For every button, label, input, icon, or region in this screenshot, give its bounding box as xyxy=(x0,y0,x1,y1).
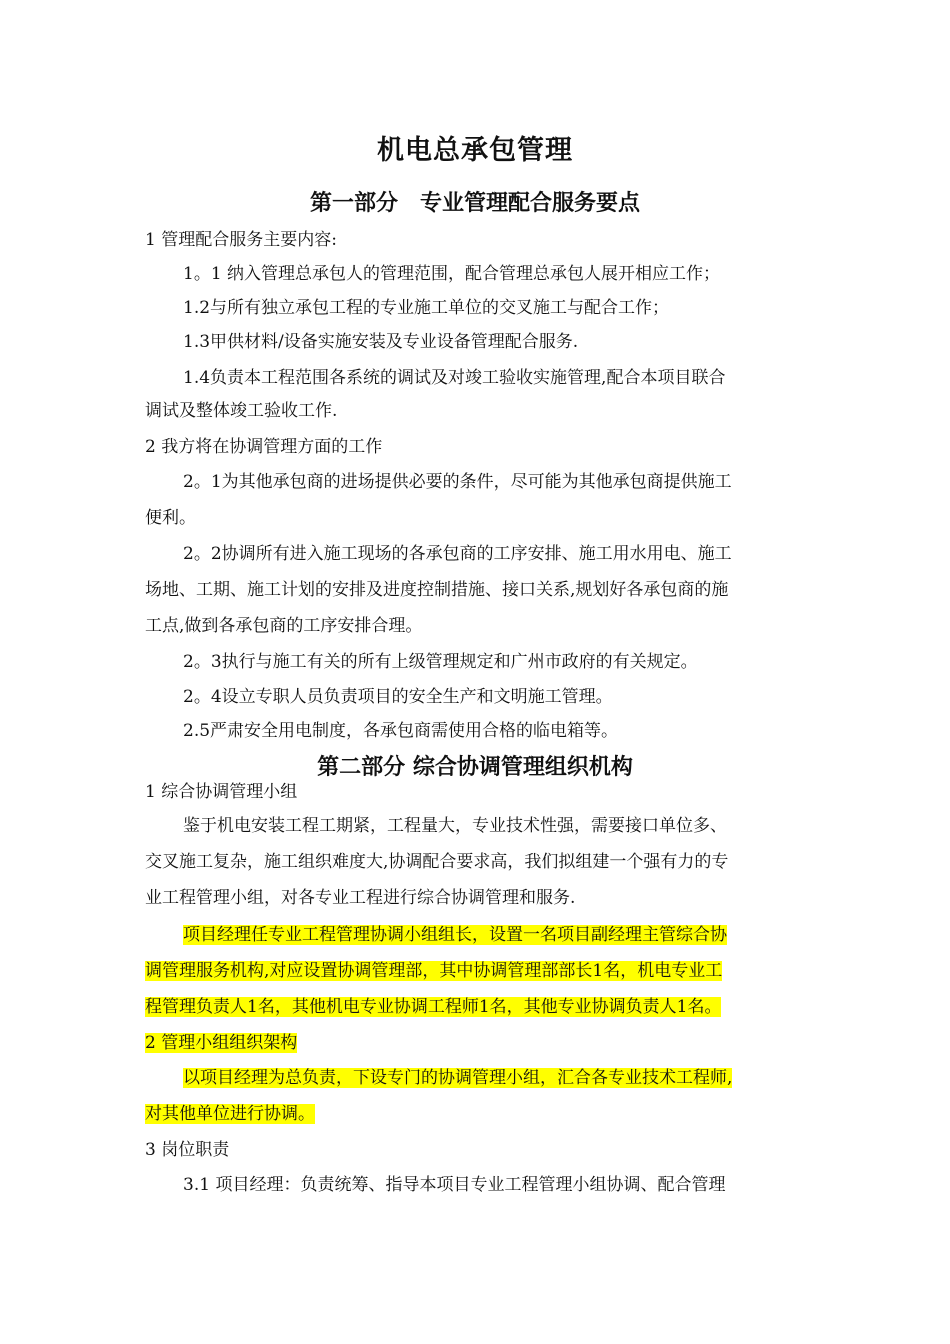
paragraph-line: 3.1 项目经理：负责统筹、指导本项目专业工程管理小组协调、配合管理 xyxy=(183,1175,726,1195)
paragraph-line: 2。1为其他承包商的进场提供必要的条件，尽可能为其他承包商提供施工 xyxy=(183,472,732,492)
highlighted-line: 程管理负责人1名，其他机电专业协调工程师1名，其他专业协调负责人1名。 xyxy=(145,997,722,1017)
highlighted-section-heading: 2 管理小组组织架构 xyxy=(145,1033,298,1053)
section-heading: 2 我方将在协调管理方面的工作 xyxy=(145,437,383,457)
section-heading: 3 岗位职责 xyxy=(145,1140,230,1160)
paragraph-line: 1.2与所有独立承包工程的专业施工单位的交叉施工与配合工作； xyxy=(183,298,670,318)
section-heading: 1 管理配合服务主要内容: xyxy=(145,230,337,250)
part1-heading: 第一部分 专业管理配合服务要点 xyxy=(309,191,640,216)
paragraph-line: 2.5严肃安全用电制度，各承包商需使用合格的临电箱等。 xyxy=(183,721,619,741)
document-title: 机电总承包管理 xyxy=(377,135,573,166)
highlighted-line: 项目经理任专业工程管理协调小组组长，设置一名项目副经理主管综合协 xyxy=(183,925,727,945)
section-heading: 1 综合协调管理小组 xyxy=(145,782,298,802)
paragraph-line: 2。3执行与施工有关的所有上级管理规定和广州市政府的有关规定。 xyxy=(183,652,698,672)
paragraph-line: 场地、工期、施工计划的安排及进度控制措施、接口关系,规划好各承包商的施 xyxy=(145,580,729,600)
paragraph-line: 交叉施工复杂，施工组织难度大,协调配合要求高，我们拟组建一个强有力的专 xyxy=(145,852,729,872)
paragraph-line: 工点,做到各承包商的工序安排合理。 xyxy=(145,616,423,636)
highlighted-line: 以项目经理为总负责，下设专门的协调管理小组，汇合各专业技术工程师, xyxy=(183,1068,733,1088)
paragraph-line: 便利。 xyxy=(145,508,196,528)
paragraph-line: 1.3甲供材料/设备实施安装及专业设备管理配合服务. xyxy=(183,332,579,352)
paragraph-line: 业工程管理小组，对各专业工程进行综合协调管理和服务. xyxy=(145,888,576,908)
paragraph-line: 1。1 纳入管理总承包人的管理范围，配合管理总承包人展开相应工作； xyxy=(183,264,721,284)
paragraph-line: 2。4设立专职人员负责项目的安全生产和文明施工管理。 xyxy=(183,687,613,707)
paragraph-line: 1.4负责本工程范围各系统的调试及对竣工验收实施管理,配合本项目联合 xyxy=(183,368,726,388)
part2-heading: 第二部分 综合协调管理组织机构 xyxy=(317,755,633,780)
highlighted-line: 调管理服务机构,对应设置协调管理部，其中协调管理部部长1名，机电专业工 xyxy=(145,961,723,981)
highlighted-line: 对其他单位进行协调。 xyxy=(145,1104,315,1124)
paragraph-line: 鉴于机电安装工程工期紧，工程量大，专业技术性强，需要接口单位多、 xyxy=(183,816,727,836)
paragraph-line: 2。2协调所有进入施工现场的各承包商的工序安排、施工用水用电、施工 xyxy=(183,544,732,564)
paragraph-line: 调试及整体竣工验收工作. xyxy=(145,401,338,421)
